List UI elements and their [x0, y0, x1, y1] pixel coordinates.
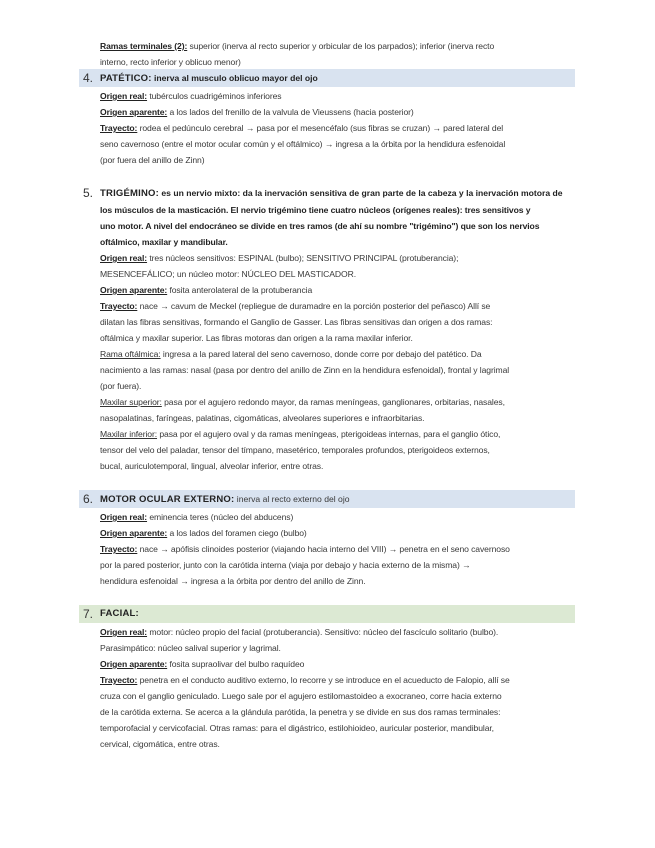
section-5-number: 5. [83, 186, 94, 200]
s7-trayecto-5: cervical, cigomática, entre otras. [100, 739, 220, 749]
section-4-title: PATÉTICO: inerva al musculo oblicuo mayor del ojo [100, 73, 318, 84]
s4-trayecto-1: Trayecto: rodea el pedúnculo cerebral → pasa por el mesencéfalo (sus fibras se cruzan) → pared lateral del [100, 123, 504, 133]
section-5-title: TRIGÉMINO: es un nervio mixto: da la inervación sensitiva de gran parte de la cabeza y la inervación motora de [100, 188, 563, 199]
ramas-terminales-line-2: interno, recto inferior y oblicuo menor) [100, 57, 241, 67]
s5-oftalmica-3: (por fuera). [100, 381, 142, 391]
s5-oftalmica-1: Rama oftálmica: ingresa a la pared lateral del seno cavernoso, donde corre por debajo del patético. Da [100, 349, 482, 359]
s5-trayecto-3: oftálmica y maxilar superior. Las fibras motoras dan origen a la rama maxilar inferior. [100, 333, 413, 343]
s5-intro-3: uno motor. A nivel del endocráneo se divide en tres ramos (de ahí su nombre "trigémino") que son los nervios [100, 221, 540, 231]
s7-origen-aparente: Origen aparente: fosita supraolivar del bulbo raquídeo [100, 659, 305, 669]
s5-oftalmica-2: nacimiento a las ramas: nasal (pasa por dentro del anillo de Zinn en la hendidura esfenoidal), frontal y lagrimal [100, 365, 510, 375]
s5-trayecto-2: dilatan las fibras sensitivas, formando el Ganglio de Gasser. Las fibras sensitivas dan origen a dos ramas: [100, 317, 493, 327]
s6-trayecto-2: por la pared posterior, junto con la carótida interna (viaja por debajo y hacia externo de la misma) → [100, 560, 471, 570]
s7-trayecto-2: cruza con el ganglio geniculado. Luego sale por el agujero estilomastoideo a exocraneo, corre hacia externo [100, 691, 502, 701]
section-7-number: 7. [83, 607, 94, 621]
s5-maxilar-inferior-1: Maxilar inferior: pasa por el agujero oval y da ramas meníngeas, pterigoideas internas, para el ganglio ótico, [100, 429, 501, 439]
s4-origen-aparente: Origen aparente: a los lados del frenillo de la valvula de Vieussens (hacia posterior) [100, 107, 414, 117]
section-6-title: MOTOR OCULAR EXTERNO: inerva al recto externo del ojo [100, 494, 350, 505]
section-6-number: 6. [83, 492, 94, 506]
ramas-terminales-line-1: Ramas terminales (2): superior (inerva al recto superior y orbicular de los parpados); inferior (inerva recto [100, 41, 495, 51]
s5-origen-aparente: Origen aparente: fosita anterolateral de la protuberancia [100, 285, 313, 295]
s7-trayecto-4: temporofacial y cervicofacial. Otras ramas: para el digástrico, estilohioideo, auricular posterior, mandibular, [100, 723, 494, 733]
s4-trayecto-3: (por fuera del anillo de Zinn) [100, 155, 205, 165]
s5-intro-2: los músculos de la masticación. El nervio trigémino tiene cuatro núcleos (orígenes reales): tres sensitivos y [100, 205, 531, 215]
s7-origen-real-2: Parasimpático: núcleo salival superior y lagrimal. [100, 643, 281, 653]
s5-maxilar-inferior-3: bucal, auriculotemporal, lingual, alveolar inferior, entre otras. [100, 461, 324, 471]
s7-trayecto-1: Trayecto: penetra en el conducto auditivo externo, lo recorre y se introduce en el acueducto de Falopio, allí se [100, 675, 510, 685]
s4-origen-real: Origen real: tubérculos cuadrigéminos inferiores [100, 91, 282, 101]
s6-origen-aparente: Origen aparente: a los lados del foramen ciego (bulbo) [100, 528, 307, 538]
section-7-title: FACIAL: [100, 608, 139, 619]
s5-maxilar-inferior-2: tensor del velo del paladar, tensor del tímpano, masetérico, temporales profundos, pterigoideos externos, [100, 445, 490, 455]
section-4-number: 4. [83, 71, 94, 85]
s6-origen-real: Origen real: eminencia teres (núcleo del abducens) [100, 512, 294, 522]
s7-trayecto-3: de la carótida externa. Se acerca a la glándula parótida, la penetra y se divide en sus dos ramas terminales: [100, 707, 501, 717]
s7-origen-real-1: Origen real: motor: núcleo propio del facial (protuberancia). Sensitivo: núcleo del fascículo solitario (bulbo). [100, 627, 499, 637]
section-7-header-band [79, 605, 575, 623]
s6-trayecto-1: Trayecto: nace → apófisis clinoides posterior (viajando hacia interno del VIII) → penetra en el seno cavernoso [100, 544, 510, 554]
s5-trayecto-1: Trayecto: nace → cavum de Meckel (repliegue de duramadre en la porción posterior del peñasco) Allí se [100, 301, 491, 311]
s5-maxilar-superior-1: Maxilar superior: pasa por el agujero redondo mayor, da ramas meníngeas, ganglionares, orbitarias, nasales, [100, 397, 505, 407]
s5-maxilar-superior-2: nasopalatinas, faríngeas, palatinas, cigomáticas, alveolares superiores e infraorbitarias. [100, 413, 425, 423]
s5-origen-real-2: MESENCEFÁLICO; un núcleo motor: NÚCLEO DEL MASTICADOR. [100, 269, 356, 279]
s4-trayecto-2: seno cavernoso (entre el motor ocular común y el oftálmico) → ingresa a la órbita por la hendidura esfenoidal [100, 139, 506, 149]
s5-origen-real-1: Origen real: tres núcleos sensitivos: ESPINAL (bulbo); SENSITIVO PRINCIPAL (protuberancia); [100, 253, 459, 263]
ramas-terminales-label: Ramas terminales (2): [100, 41, 188, 51]
s6-trayecto-3: hendidura esfenoidal → ingresa a la órbita por dentro del anillo de Zinn. [100, 576, 366, 586]
s5-intro-4: oftálmico, maxilar y mandibular. [100, 237, 228, 247]
